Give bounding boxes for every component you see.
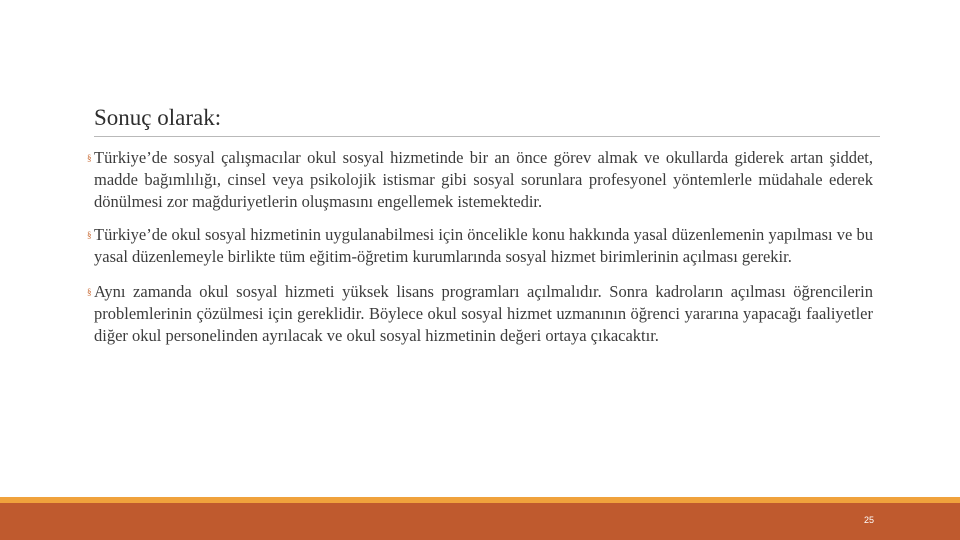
paragraph-text: Aynı zamanda okul sosyal hizmeti yüksek lisans programları açılmalıdır. Sonra kadroların açılması öğrencilerin problemlerinin çözülmesi için gereklidir. Böylece okul sosyal hizmet uzmanının öğrenci yararına yapacağı faaliyetler diğer okul personelinden ayrılacak ve okul sosyal hizmetinin değeri ortaya çıkacaktır. (94, 282, 873, 345)
bullet-paragraph-2 (87, 224, 873, 268)
footer-bar (0, 497, 960, 540)
paragraph-text: Türkiye’de okul sosyal hizmetinin uygulanabilmesi için öncelikle konu hakkında yasal düzenlemenin yapılması ve bu yasal düzenlemeyle birlikte tüm eğitim-öğretim kurumlarında sosyal hizmet birimlerinin açılması gerekir. (94, 225, 873, 266)
slide-title: Sonuç olarak: (94, 105, 222, 130)
paragraph-text: Türkiye’de sosyal çalışmacılar okul sosyal hizmetinde bir an önce görev almak ve okullarda giderek artan şiddet, madde bağımlılığı, cinsel veya psikolojik istismar gibi sosyal sorunlara profesyonel yöntemlerle müdahale ederek dönülmesi zor mağduriyetlerin oluşmasını engellemek istemektedir. (94, 148, 873, 211)
section-bullet-icon: § (87, 153, 92, 163)
section-bullet-icon: § (87, 230, 92, 240)
bullet-paragraph-3 (87, 281, 873, 347)
page-number: 25 (863, 515, 874, 525)
title-divider (94, 136, 880, 137)
section-bullet-icon: § (87, 287, 92, 297)
slide-body (87, 147, 873, 347)
bullet-paragraph-1 (87, 147, 873, 213)
footer-band (0, 503, 960, 540)
